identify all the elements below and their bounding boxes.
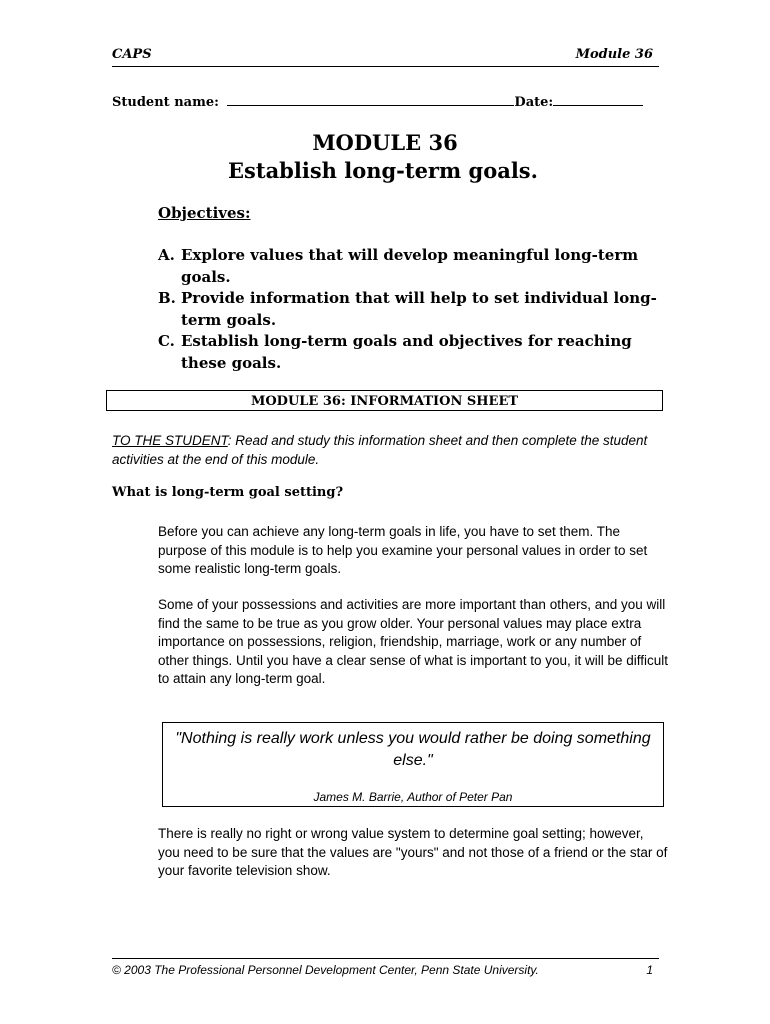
student-name-field[interactable]: [227, 93, 514, 106]
quote-text: "Nothing is really work unless you would rather be doing something else.": [175, 730, 651, 769]
objective-key: B.: [158, 289, 176, 307]
to-student-text: : Read and study this information sheet and then complete the student activities at the end of this module.: [112, 433, 648, 467]
header-left: CAPS: [112, 47, 152, 62]
paragraph: Some of your possessions and activities are more important than others, and you will find the same to be true as you grow older. Your personal values may place extra importance on possessions, religion, friendship, marriage, work or any number of other things. Until you have a clear sense of what is important to you, it will be difficult to attain any long-term goal.: [158, 597, 669, 686]
date-field[interactable]: [553, 93, 643, 106]
date-label: Date:: [514, 95, 554, 110]
objective-item: [158, 331, 668, 374]
student-info-line: [112, 93, 643, 110]
section-heading: What is long-term goal setting?: [112, 485, 344, 500]
quote-box: [162, 722, 664, 807]
module-subtitle: Establish long-term goals.: [228, 158, 538, 183]
info-sheet-title: MODULE 36: INFORMATION SHEET: [106, 390, 663, 411]
page-number: 1: [646, 963, 653, 977]
header-right: Module 36: [575, 47, 653, 62]
page-footer: [112, 958, 659, 977]
paragraph: Before you can achieve any long-term goals in life, you have to set them. The purpose of this module is to help you examine your personal values in order to set some realistic long-term goals.: [158, 524, 648, 576]
objective-text: Explore values that will develop meaningful long-term goals.: [181, 246, 639, 286]
objective-text: Establish long-term goals and objectives for reaching these goals.: [181, 332, 632, 372]
page-header: [112, 46, 659, 67]
to-student-label: TO THE STUDENT: [112, 433, 228, 448]
objective-key: C.: [158, 332, 175, 350]
to-student-note: [112, 431, 672, 469]
quote-author: James M. Barrie, Author of Peter Pan: [313, 790, 513, 804]
objective-item: [158, 245, 668, 288]
student-name-label: Student name:: [112, 95, 219, 110]
module-title: MODULE 36: [312, 130, 458, 155]
paragraph: There is really no right or wrong value system to determine goal setting; however, you need to be sure that the values are "yours" and not those of a friend or the star of your favorite television show.: [158, 826, 668, 878]
objective-text: Provide information that will help to set individual long-term goals.: [181, 289, 657, 329]
objectives-list: [158, 245, 668, 374]
objective-item: [158, 288, 668, 331]
footer-copyright: © 2003 The Professional Personnel Development Center, Penn State University.: [112, 963, 539, 977]
objectives-heading: Objectives:: [158, 204, 251, 222]
objective-key: A.: [158, 246, 175, 264]
